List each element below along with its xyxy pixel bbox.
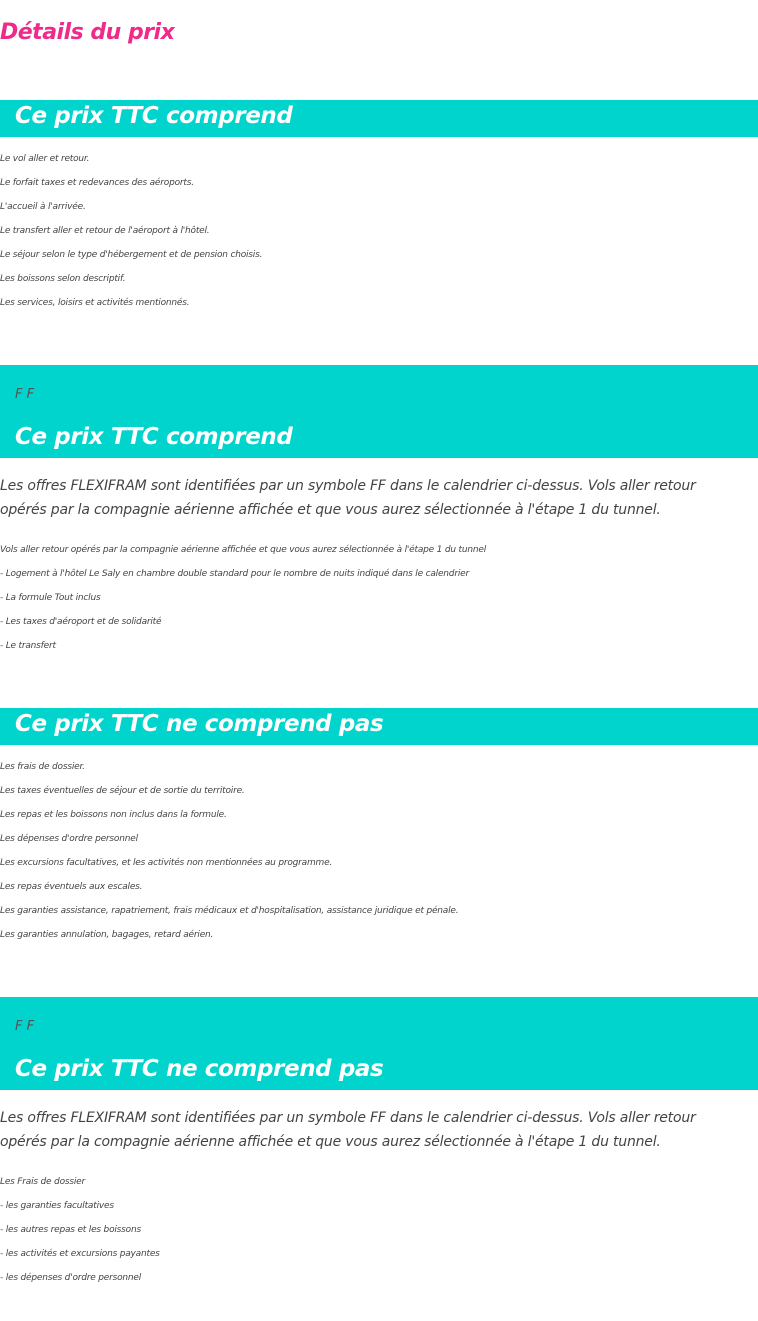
- section-header-ff-excludes: [0, 997, 758, 1090]
- list-item: - les autres repas et les boissons: [0, 1225, 141, 1235]
- list-item: Les repas et les boissons non inclus dans la formule.: [0, 810, 227, 820]
- list-item: - les garanties facultatives: [0, 1201, 114, 1211]
- section-header-ff-includes: [0, 365, 758, 458]
- list-item: Les repas éventuels aux escales.: [0, 882, 143, 892]
- section-header-includes: [0, 100, 758, 137]
- list-item: Les boissons selon descriptif.: [0, 274, 126, 284]
- list-item: - Le transfert: [0, 641, 56, 651]
- list-item: Le vol aller et retour.: [0, 154, 90, 164]
- list-item: Le séjour selon le type d'hébergement et de pension choisis.: [0, 250, 263, 260]
- section-heading: Ce prix TTC ne comprend pas: [15, 711, 384, 737]
- ff-tag: F F: [15, 1019, 35, 1034]
- list-item: L'accueil à l'arrivée.: [0, 202, 86, 212]
- list-item: Le transfert aller et retour de l'aéroport à l'hôtel.: [0, 226, 210, 236]
- list-item: Le forfait taxes et redevances des aéroports.: [0, 178, 194, 188]
- list-item: Les frais de dossier.: [0, 762, 85, 772]
- page-title: Détails du prix: [0, 20, 175, 45]
- section-heading: Ce prix TTC comprend: [15, 424, 293, 450]
- list-item: Les dépenses d'ordre personnel: [0, 834, 138, 844]
- list-item: Les services, loisirs et activités mentionnés.: [0, 298, 190, 308]
- list-item: - La formule Tout inclus: [0, 593, 101, 603]
- list-item: - Les taxes d'aéroport et de solidarité: [0, 617, 162, 627]
- section-heading: Ce prix TTC ne comprend pas: [15, 1056, 384, 1082]
- ff-intro-paragraph: Les offres FLEXIFRAM sont identifiées par un symbole FF dans le calendrier ci-dessus. Vols aller retour opérés par la compagnie aérienne affichée et que vous aurez sélectionnée à l'étape 1 du tunnel.: [0, 1110, 696, 1150]
- list-item: Les Frais de dossier: [0, 1177, 85, 1187]
- list-item: Les garanties annulation, bagages, retard aérien.: [0, 930, 214, 940]
- list-item: Les excursions facultatives, et les activités non mentionnées au programme.: [0, 858, 333, 868]
- section-heading: Ce prix TTC comprend: [15, 103, 293, 129]
- list-item: Vols aller retour opérés par la compagnie aérienne affichée et que vous aurez sélectionnée à l'étape 1 du tunnel: [0, 545, 486, 555]
- section-header-excludes: [0, 708, 758, 745]
- ff-includes-list: [0, 538, 758, 658]
- list-item: - Logement à l'hôtel Le Saly en chambre double standard pour le nombre de nuits indiqué dans le calendrier: [0, 569, 469, 579]
- ff-excludes-list: [0, 1170, 758, 1290]
- excludes-list: [0, 755, 758, 947]
- list-item: - les dépenses d'ordre personnel: [0, 1273, 142, 1283]
- list-item: Les garanties assistance, rapatriement, frais médicaux et d'hospitalisation, assistance juridique et pénale.: [0, 906, 459, 916]
- list-item: Les taxes éventuelles de séjour et de sortie du territoire.: [0, 786, 245, 796]
- ff-intro-paragraph: Les offres FLEXIFRAM sont identifiées par un symbole FF dans le calendrier ci-dessus. Vols aller retour opérés par la compagnie aérienne affichée et que vous aurez sélectionnée à l'étape 1 du tunnel.: [0, 478, 696, 518]
- list-item: - les activités et excursions payantes: [0, 1249, 160, 1259]
- includes-list: [0, 147, 758, 315]
- ff-tag: F F: [15, 387, 35, 402]
